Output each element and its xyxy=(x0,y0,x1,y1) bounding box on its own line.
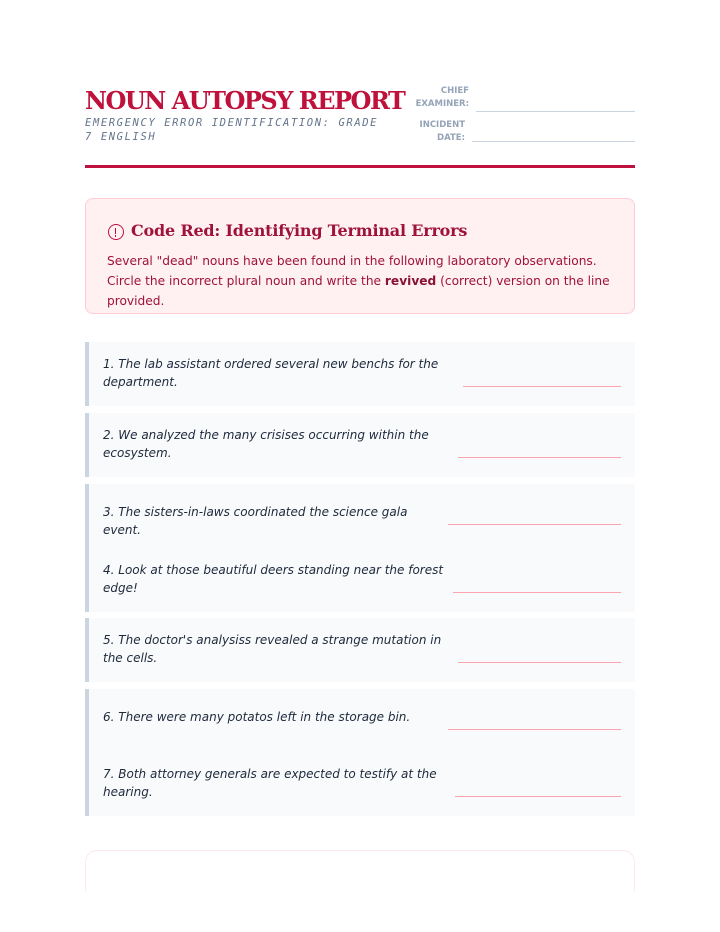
page-subtitle: EMERGENCY ERROR IDENTIFICATION: GRADE 7 ENGLISH xyxy=(85,117,379,143)
answer-line[interactable] xyxy=(453,592,621,593)
question-item xyxy=(85,342,635,406)
answer-line[interactable] xyxy=(448,729,621,730)
revived-emphasis: revived xyxy=(384,274,437,288)
incident-date-label: INCIDENT DATE: xyxy=(419,120,465,143)
question-item xyxy=(85,752,635,816)
question-text: 6. There were many potatos left in the storage bin. xyxy=(103,710,411,724)
question-item xyxy=(85,689,635,753)
report-header xyxy=(85,80,635,170)
page-title: NOUN AUTOPSY REPORT xyxy=(85,86,405,115)
question-text: 7. Both attorney generals are expected to testify at the hearing. xyxy=(103,767,437,799)
question-text: 1. The lab assistant ordered several new benchs for the department. xyxy=(103,357,439,389)
answer-line[interactable] xyxy=(448,524,621,525)
alert-title: Code Red: Identifying Terminal Errors xyxy=(131,221,468,240)
question-item xyxy=(85,618,635,682)
question-item xyxy=(85,484,635,548)
next-section-card xyxy=(85,850,635,910)
answer-line[interactable] xyxy=(458,457,621,458)
answer-line[interactable] xyxy=(463,386,621,387)
incident-date-line[interactable] xyxy=(472,141,635,142)
question-text: 5. The doctor's analysiss revealed a strange mutation in the cells. xyxy=(103,633,442,665)
question-item xyxy=(85,548,635,612)
alert-circle-icon xyxy=(108,224,124,240)
question-item xyxy=(85,413,635,477)
answer-line[interactable] xyxy=(455,796,621,797)
answer-line[interactable] xyxy=(458,662,621,663)
header-divider xyxy=(85,165,635,168)
chief-examiner-line[interactable] xyxy=(476,111,635,112)
question-text: 3. The sisters-in-laws coordinated the science gala event. xyxy=(103,505,408,537)
alert-instructions: Several "dead" nouns have been found in the following laboratory observations. Circle the incorrect plural noun and write the revived (correct) version on the line provided. xyxy=(107,254,610,308)
instructions-alert xyxy=(85,198,635,314)
question-text: 4. Look at those beautiful deers standing near the forest edge! xyxy=(103,563,444,595)
chief-examiner-label: CHIEF EXAMINER: xyxy=(415,86,469,109)
question-text: 2. We analyzed the many crisises occurring within the ecosystem. xyxy=(103,428,429,460)
